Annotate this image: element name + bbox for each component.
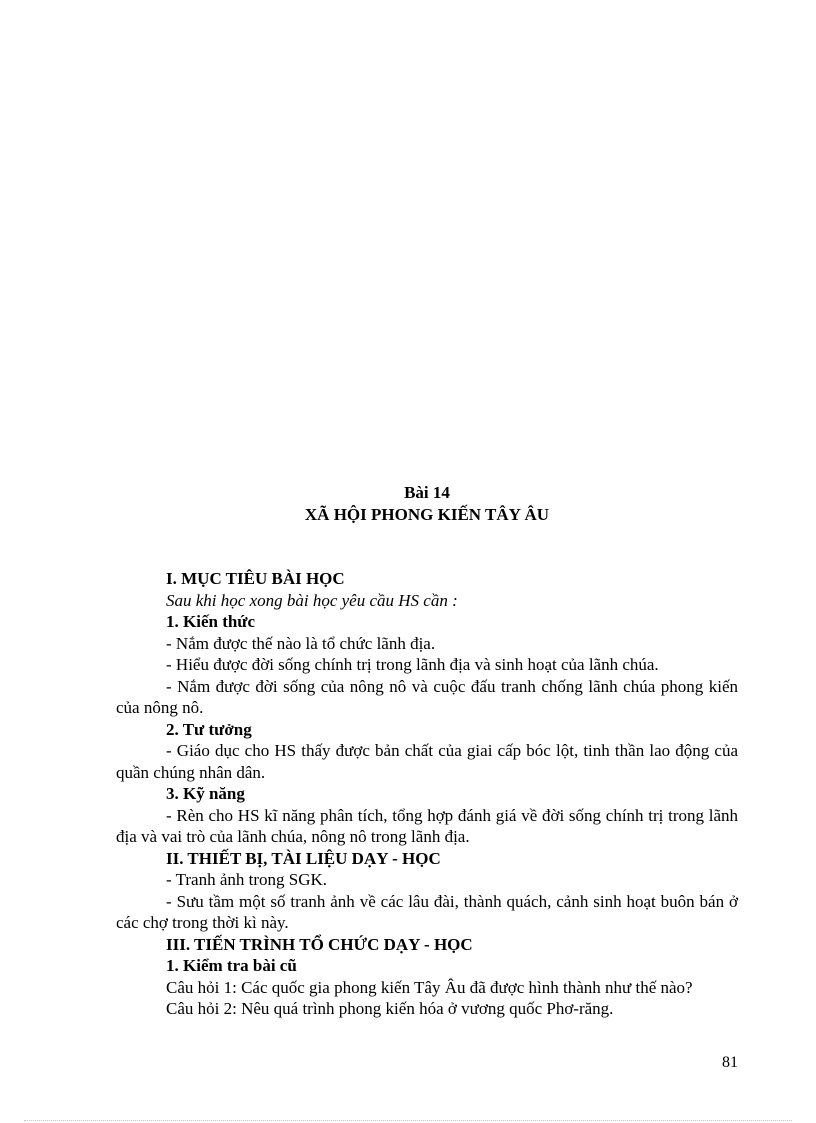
subheading-ideology: 2. Tư tưởng [166, 719, 252, 739]
list-item: - Hiểu được đời sống chính trị trong lãnh địa và sinh hoạt của lãnh chúa. [166, 655, 659, 674]
section-heading-process: III. TIẾN TRÌNH TỔ CHỨC DẠY - HỌC [166, 934, 473, 954]
page-content [116, 482, 738, 1020]
spacer [116, 526, 738, 568]
subheading-skills: 3. Kỹ năng [166, 784, 245, 803]
lesson-title: XÃ HỘI PHONG KIẾN TÂY ÂU [304, 505, 550, 524]
list-item: - Nắm được đời sống của nông nô và cuộc đấu tranh chống lãnh chúa phong kiến của nông nô. [116, 676, 738, 717]
section-heading-equipment: II. THIẾT BỊ, TÀI LIỆU DẠY - HỌC [166, 848, 441, 868]
lesson-number: Bài 14 [404, 483, 450, 502]
list-item: Câu hỏi 1: Các quốc gia phong kiến Tây Âu đã được hình thành như thế nào? [166, 977, 693, 997]
list-item: - Sưu tầm một số tranh ảnh về các lâu đài, thành quách, cảnh sinh hoạt buôn bán ở các chợ trong thời kì này. [116, 891, 738, 932]
list-item: - Giáo dục cho HS thấy được bản chất của giai cấp bóc lột, tinh thần lao động của quần chúng nhân dân. [116, 741, 738, 782]
page-bottom-divider [24, 1120, 792, 1121]
section-heading-objectives: I. MỤC TIÊU BÀI HỌC [166, 569, 345, 588]
subheading-review: 1. Kiểm tra bài cũ [166, 956, 297, 975]
objectives-intro: Sau khi học xong bài học yêu cầu HS cần : [166, 590, 458, 610]
page-number: 81 [722, 1054, 738, 1071]
list-item: - Nắm được thế nào là tổ chức lãnh địa. [166, 633, 436, 653]
list-item: - Tranh ảnh trong SGK. [166, 870, 328, 889]
list-item: - Rèn cho HS kĩ năng phân tích, tổng hợp đánh giá về đời sống chính trị trong lãnh địa và vai trò của lãnh chúa, nông nô trong lãnh địa. [116, 805, 738, 846]
list-item: Câu hỏi 2: Nêu quá trình phong kiến hóa ở vương quốc Phơ-răng. [166, 999, 614, 1018]
subheading-knowledge: 1. Kiến thức [166, 612, 256, 631]
